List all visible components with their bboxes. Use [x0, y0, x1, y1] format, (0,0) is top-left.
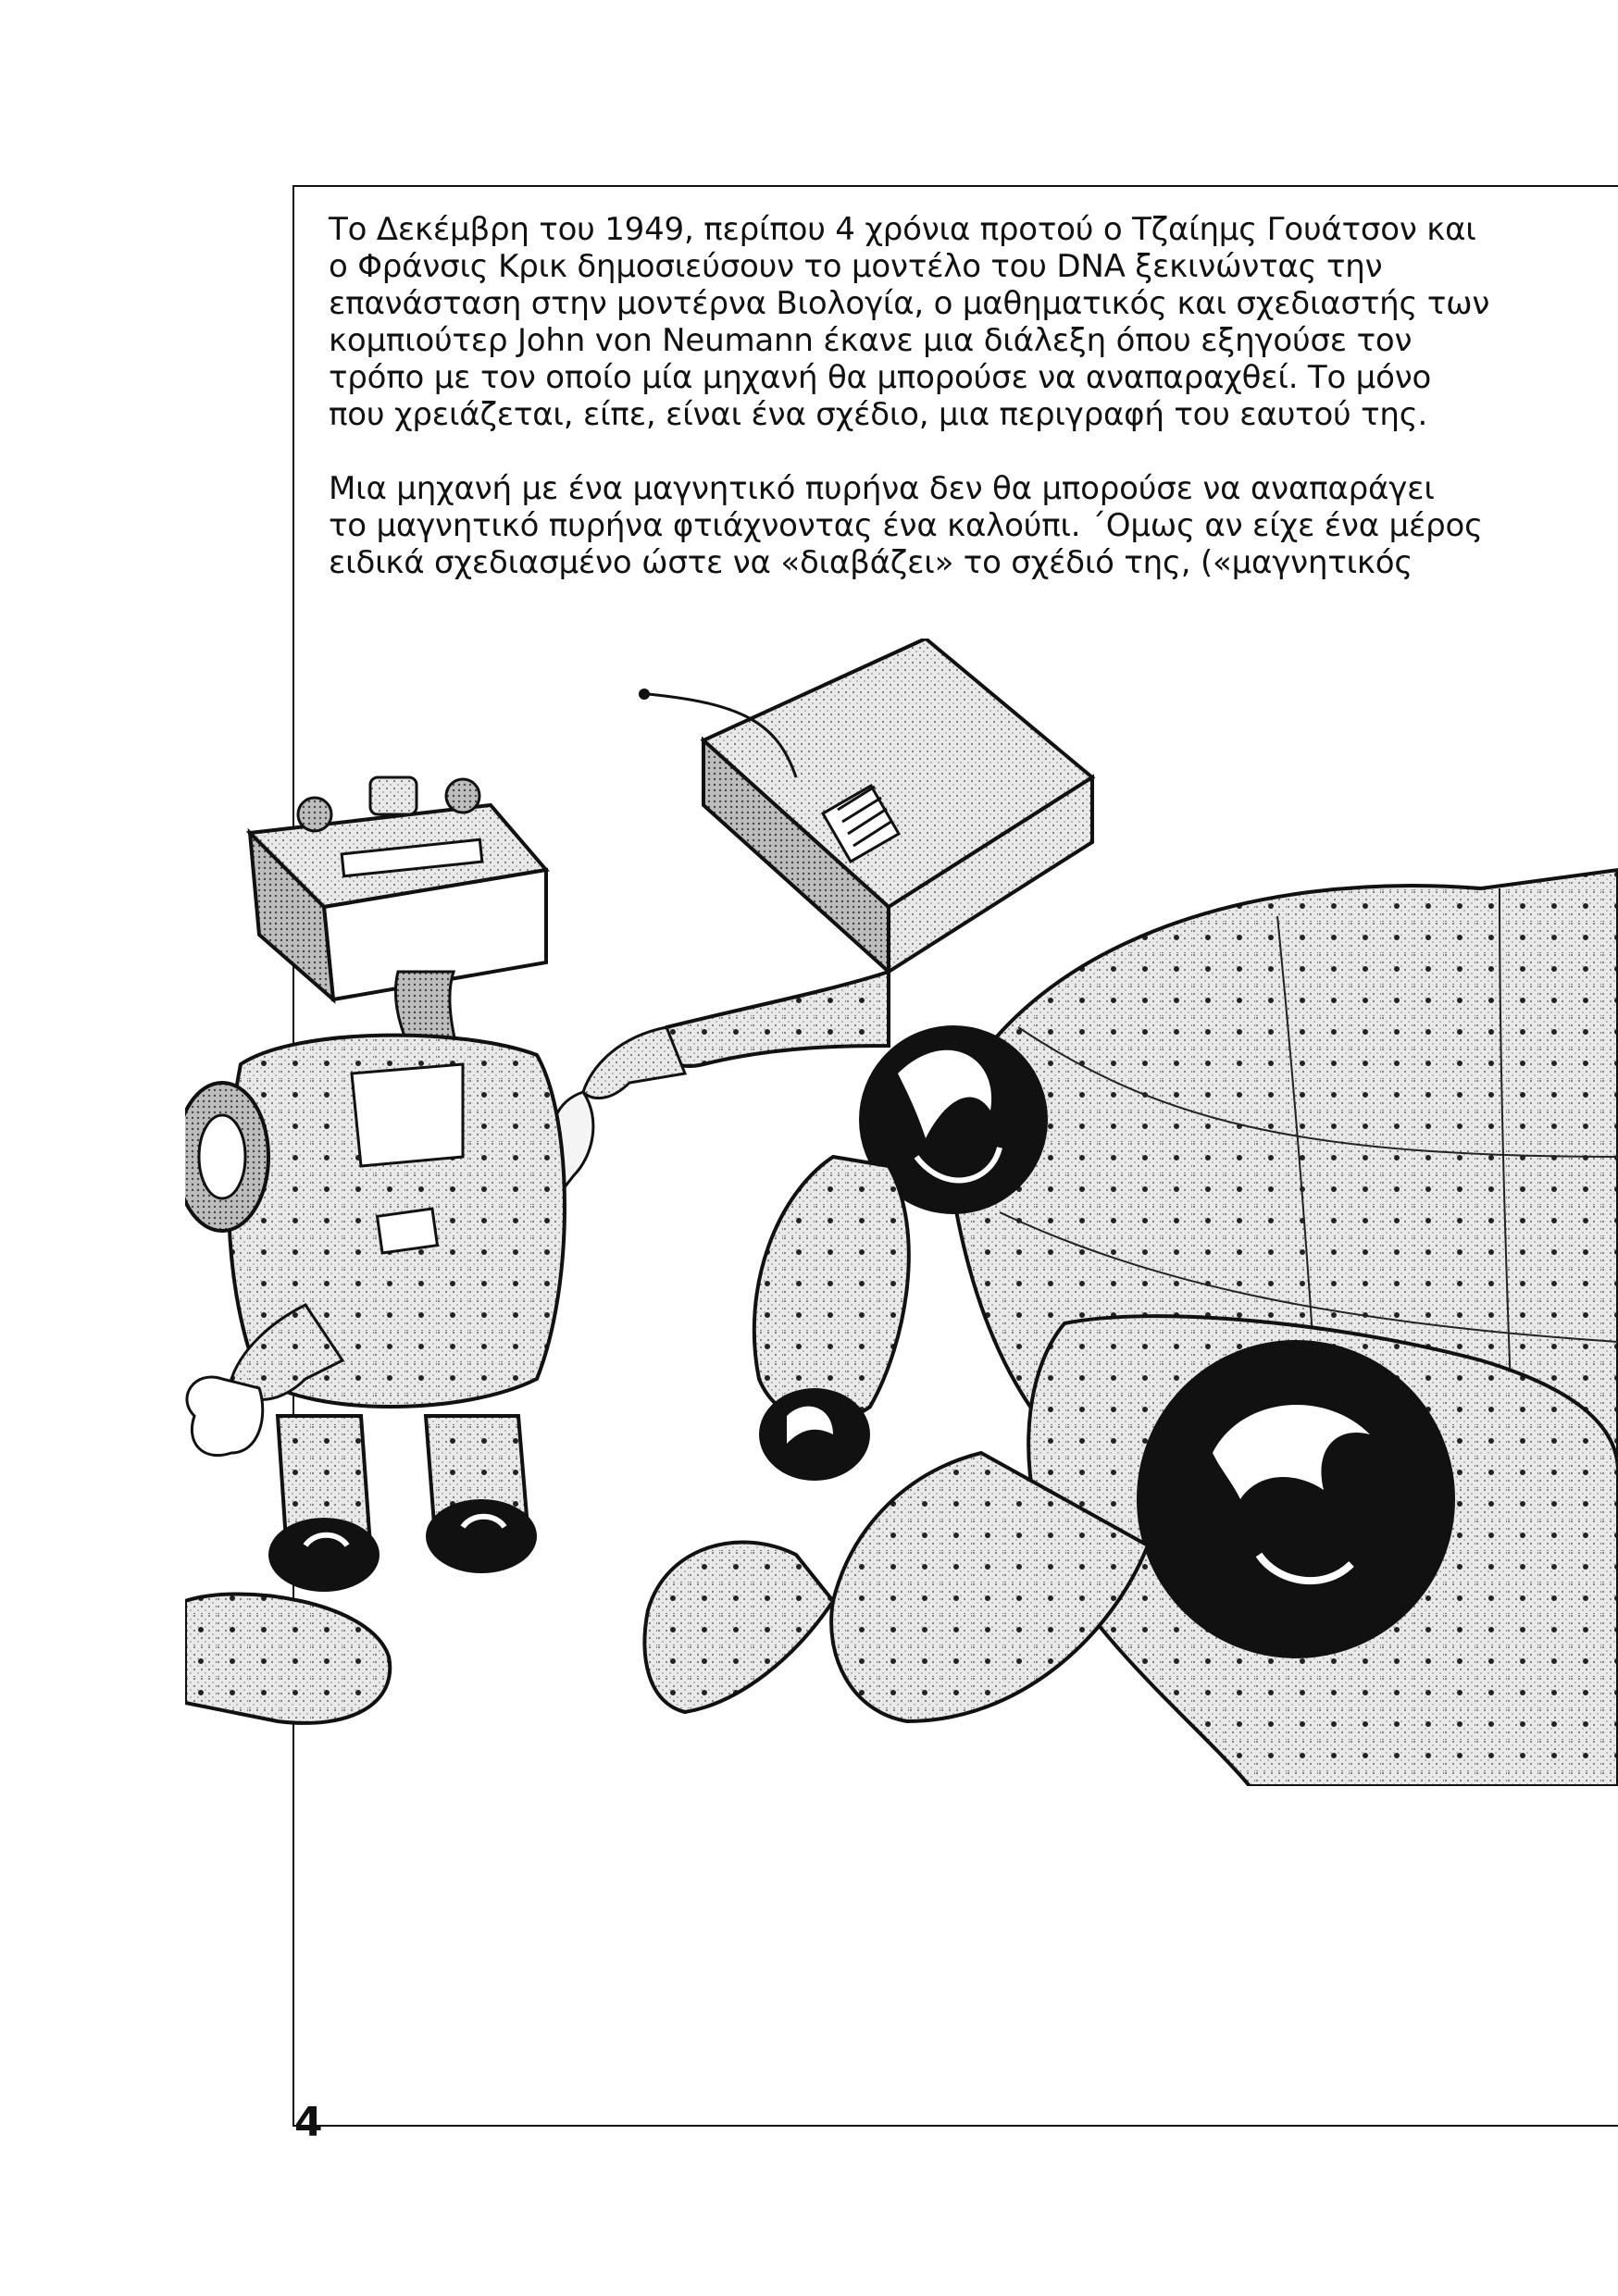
- robots-illustration: [185, 639, 1618, 1786]
- page-number: 4: [294, 2099, 323, 2146]
- paragraph-1: Το Δεκέμβρη του 1949, περίπου 4 χρόνια προτού ο Τζαίημς Γουάτσον και ο Φράνσις Κρικ δημοσιεύσουν το μοντέλο του DNA ξεκινώντας την επανάσταση στην μοντέρνα Βιολογία, ο μαθηματικός και σχεδιαστής των κομπιούτερ John von Neumann έκανε μια διάλεξη όπου εξηγούσε τον τρόπο με τον οποίο μία μηχανή θα μπορούσε να αναπαραχθεί. Το μόνο που χρειάζεται, είπε, είναι ένα σχέδιο, μια περιγραφή του εαυτού της.: [329, 211, 1490, 433]
- narration-text: [329, 211, 1569, 581]
- paragraph-2: Μια μηχανή με ένα μαγνητικό πυρήνα δεν θα μπορούσε να αναπαράγει το μαγνητικό πυρήνα φτιάχνοντας ένα καλούπι. ΄Ομως αν είχε ένα μέρος ειδικά σχεδιασμένο ώστε να «διαβάζει» το σχέδιό της, («μαγνητικός: [329, 470, 1483, 581]
- panel-border-bottom: [292, 2125, 1618, 2127]
- panel-border-top: [292, 185, 1618, 187]
